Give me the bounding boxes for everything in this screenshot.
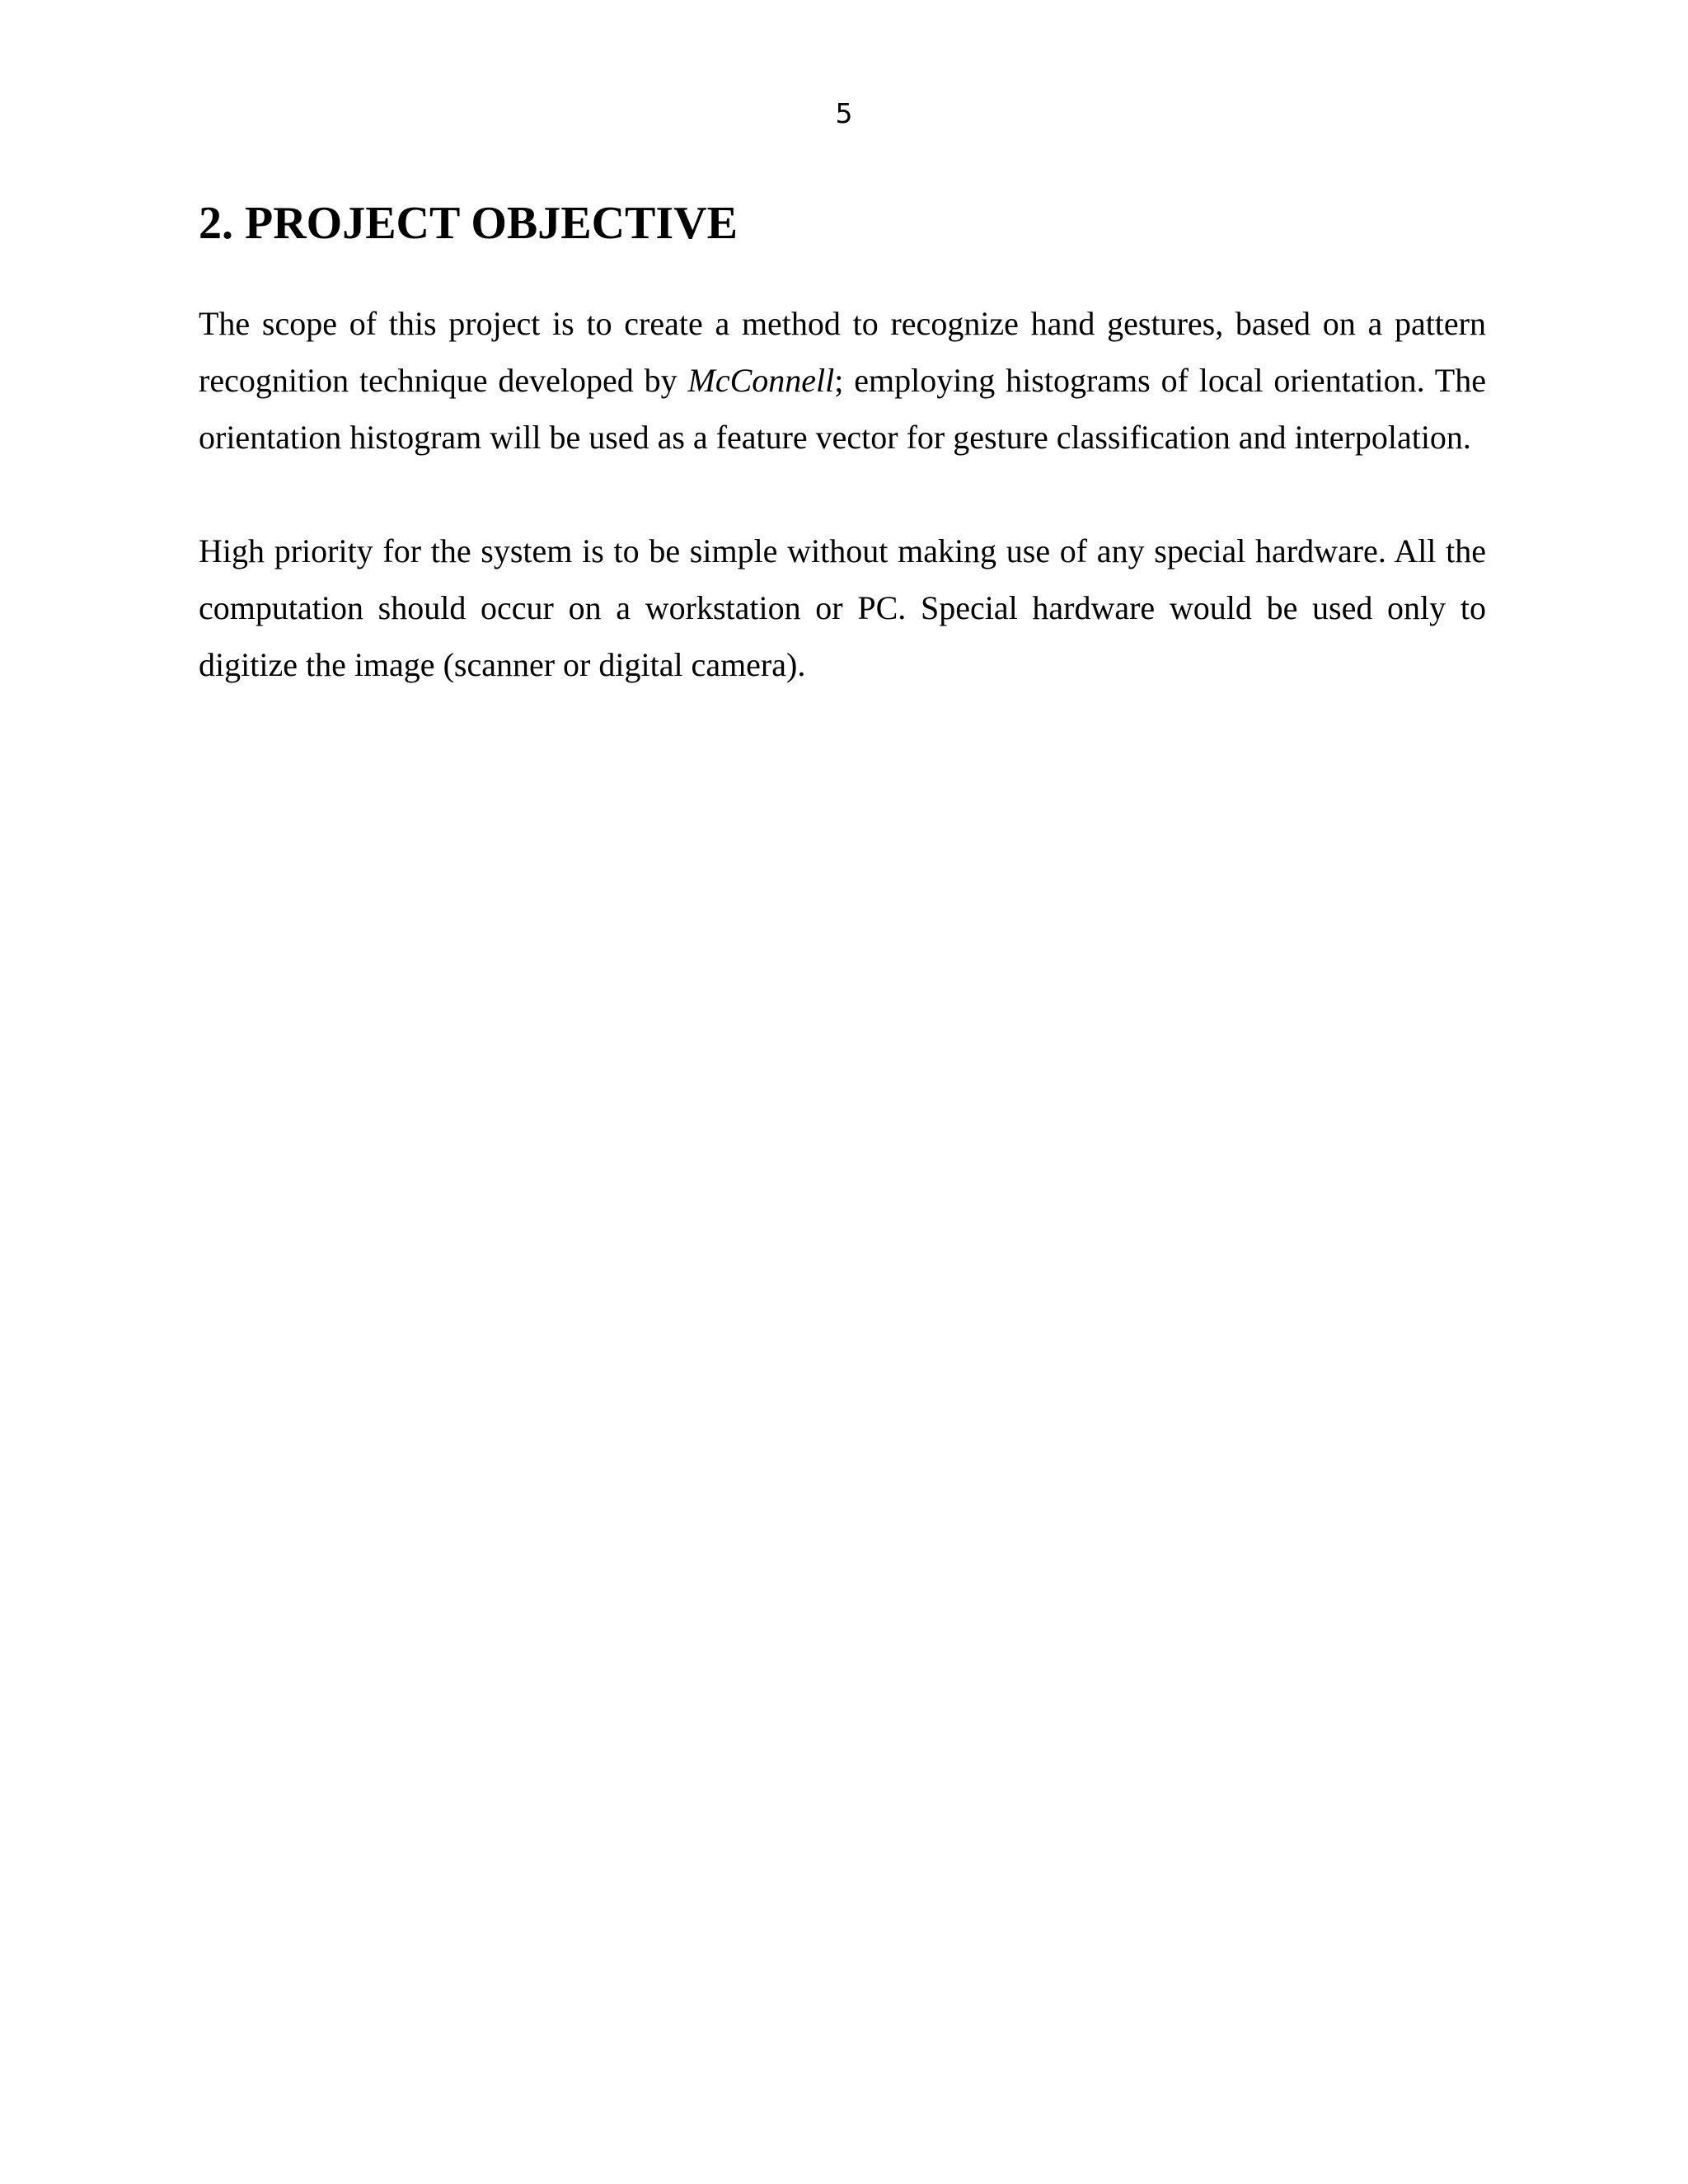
paragraph-scope-text-end: ; employing histograms of local orientation. The orientation histogram will be used as a feature vector for gesture classification and interpolation. xyxy=(199,362,1486,456)
paragraph-scope xyxy=(199,295,1486,466)
paragraph-priority: High priority for the system is to be simple without making use of any special hardware. All the computation should occur on a workstation or PC. Special hardware would be used only to digitize the image (scanner or digital camera). xyxy=(199,532,1486,683)
author-name: McConnell xyxy=(687,362,835,399)
section-heading: 2. PROJECT OBJECTIVE xyxy=(199,198,738,249)
page-number: 5 xyxy=(835,97,853,129)
paragraph-scope-text-start: The scope of this project is to create a method to recognize hand gestures, based on a pattern recognition technique developed by xyxy=(199,305,1486,399)
section-content xyxy=(199,196,1486,693)
